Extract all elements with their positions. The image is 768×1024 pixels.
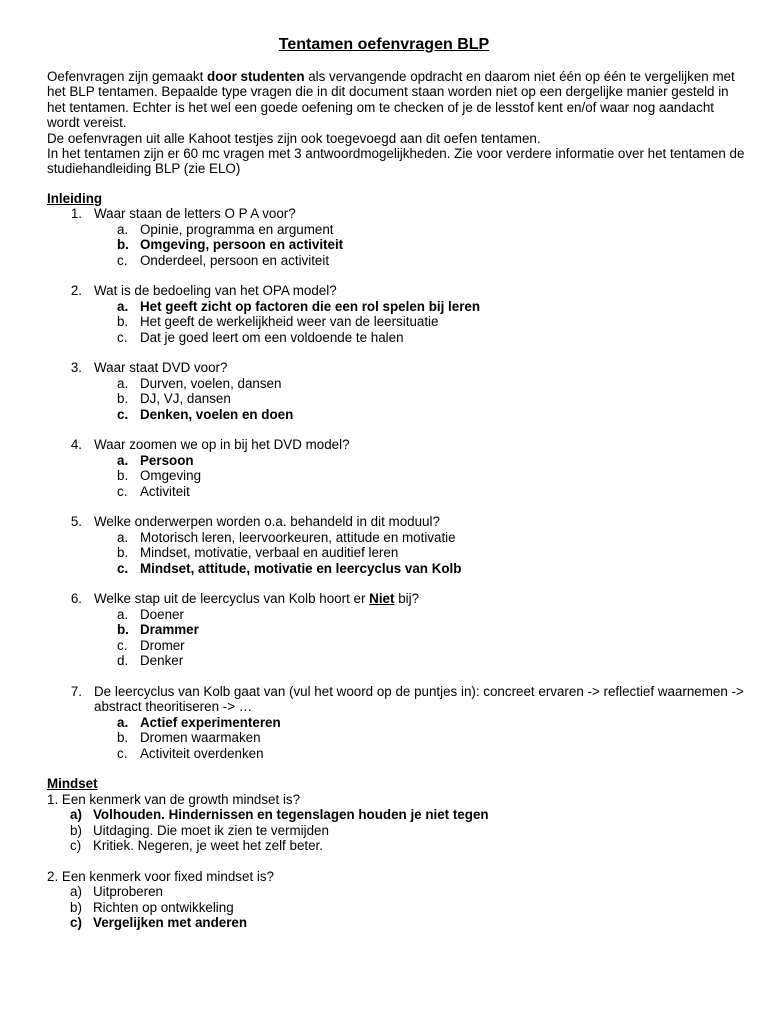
- option-letter: a.: [117, 221, 129, 237]
- question-2: [47, 283, 747, 345]
- intro-bold-span: door studenten: [207, 69, 305, 84]
- question-text: [94, 591, 747, 606]
- question-number: 7.: [70, 683, 82, 699]
- intro-text-span: als vervangende opdracht en daarom niet één op één te vergelijken met het BLP tentamen. Bepaalde type vragen die in dit document staan worden niet op een dergelijke manier gesteld in het tentamen. Echter is het wel een goede oefening om te checken of je de lesstof kent en/of waar nog aandacht wordt vereist.: [47, 69, 735, 131]
- section-heading-mindset: Mindset: [47, 776, 98, 792]
- question-number: 6.: [70, 591, 82, 607]
- option-text: Kritiek. Negeren, je weet het zelf beter.: [93, 837, 323, 853]
- question-1: [47, 206, 747, 268]
- option-text: Dat je goed leert om een voldoende te halen: [140, 329, 404, 345]
- option-letter: c): [70, 837, 82, 853]
- option-letter: c.: [117, 637, 128, 653]
- question-text: De leercyclus van Kolb gaat van (vul het woord op de puntjes in): concreet ervaren -> reflectief waarnemen -> abstract theoritiseren -> …: [94, 683, 744, 715]
- answer-option: [117, 545, 747, 560]
- answer-option: [70, 884, 747, 899]
- answer-option-correct: [117, 561, 747, 576]
- question-text: Wat is de bedoeling van het OPA model?: [94, 283, 337, 299]
- answer-option: [117, 484, 747, 499]
- answer-option: [117, 330, 747, 345]
- option-text: Doener: [140, 606, 184, 622]
- intro-paragraph-3: In het tentamen zijn er 60 mc vragen met 3 antwoordmogelijkheden. Zie voor verdere informatie over het tentamen de studiehandleiding BLP (zie ELO): [47, 146, 745, 177]
- option-letter: c.: [117, 745, 128, 761]
- option-letter: d.: [117, 653, 129, 669]
- answer-option-correct: [117, 237, 747, 252]
- answer-option-correct: [70, 915, 747, 930]
- option-letter: a.: [117, 298, 129, 314]
- answer-option-correct: [117, 715, 747, 730]
- question-number: 1.: [70, 206, 82, 222]
- intro-paragraph-1: [47, 69, 747, 131]
- section-heading-inleiding: Inleiding: [47, 191, 103, 206]
- question-4: [47, 437, 747, 499]
- answer-option: [117, 468, 747, 483]
- option-text: Uitdaging. Die moet ik zien te vermijden: [93, 822, 329, 838]
- option-text: Volhouden. Hindernissen en tegenslagen houden je niet tegen: [93, 807, 489, 823]
- option-letter: b.: [117, 391, 129, 407]
- option-text: Vergelijken met anderen: [93, 914, 248, 930]
- option-letter: c.: [117, 252, 128, 268]
- answer-option: [117, 638, 747, 653]
- answer-option: [117, 607, 747, 622]
- option-letter: a.: [117, 714, 129, 730]
- mindset-question-1: [47, 792, 747, 854]
- option-text: Richten op ontwikkeling: [93, 899, 234, 915]
- option-text: Denker: [140, 653, 184, 669]
- answer-option-correct: [117, 453, 747, 468]
- intro-text-span: Oefenvragen zijn gemaakt: [47, 69, 208, 84]
- answer-option: [117, 746, 747, 761]
- option-letter: b.: [117, 622, 129, 638]
- option-letter: b.: [117, 545, 129, 561]
- answer-option: [70, 838, 747, 853]
- option-letter: b.: [117, 468, 129, 484]
- answer-option: [117, 653, 747, 668]
- question-text: 2. Een kenmerk voor fixed mindset is?: [47, 868, 275, 884]
- option-text: Omgeving: [140, 468, 202, 484]
- question-text: Welke onderwerpen worden o.a. behandeld in dit moduul?: [94, 514, 440, 530]
- answer-option: [117, 314, 747, 329]
- option-text: Activiteit overdenken: [140, 745, 264, 761]
- answer-option-correct: [117, 622, 747, 637]
- answer-option: [117, 222, 747, 237]
- option-text: Het geeft de werkelijkheid weer van de leersituatie: [140, 314, 439, 330]
- option-letter: a.: [117, 375, 129, 391]
- option-text: Onderdeel, persoon en activiteit: [140, 252, 330, 268]
- option-letter: c.: [117, 483, 128, 499]
- option-text: Mindset, attitude, motivatie en leercyclus van Kolb: [140, 560, 462, 576]
- answer-option: [70, 900, 747, 915]
- option-text: Denken, voelen en doen: [140, 406, 294, 422]
- option-text: Durven, voelen, dansen: [140, 375, 282, 391]
- answer-option: [70, 823, 747, 838]
- question-text: Waar staat DVD voor?: [94, 360, 228, 376]
- option-letter: a.: [117, 529, 129, 545]
- question-text-span: Welke stap uit de leercyclus van Kolb hoort er: [94, 591, 370, 607]
- option-text: Omgeving, persoon en activiteit: [140, 237, 344, 253]
- option-letter: c.: [117, 560, 129, 576]
- answer-option: [117, 376, 747, 391]
- option-letter: b.: [117, 730, 129, 746]
- question-number: 4.: [70, 437, 82, 453]
- option-text: Activiteit: [140, 483, 190, 499]
- answer-option-correct: [117, 407, 747, 422]
- answer-option-correct: [117, 299, 747, 314]
- question-emphasis: Niet: [369, 591, 395, 607]
- answer-option: [117, 253, 747, 268]
- question-5: [47, 514, 747, 576]
- option-letter: b.: [117, 314, 129, 330]
- question-number: 5.: [70, 514, 82, 530]
- option-text: Uitproberen: [93, 884, 163, 900]
- option-text: Drammer: [140, 622, 199, 638]
- question-text: 1. Een kenmerk van de growth mindset is?: [47, 791, 301, 807]
- option-text: Motorisch leren, leervoorkeuren, attitude en motivatie: [140, 529, 456, 545]
- mindset-question-2: [47, 869, 747, 931]
- answer-option: [117, 730, 747, 745]
- question-7: [47, 684, 747, 761]
- page-title: Tentamen oefenvragen BLP: [278, 36, 490, 53]
- option-text: DJ, VJ, dansen: [140, 391, 231, 407]
- question-number: 2.: [70, 283, 82, 299]
- question-6: [47, 591, 747, 668]
- question-number: 3.: [70, 360, 82, 376]
- option-letter: b): [70, 899, 82, 915]
- question-text-span: bij?: [394, 591, 420, 607]
- option-letter: a): [70, 807, 82, 823]
- option-letter: a.: [117, 606, 129, 622]
- option-text: Opinie, programma en argument: [140, 221, 334, 237]
- option-text: Mindset, motivatie, verbaal en auditief leren: [140, 545, 399, 561]
- option-letter: b): [70, 822, 82, 838]
- option-text: Dromen waarmaken: [140, 730, 261, 746]
- option-text: Actief experimenteren: [140, 714, 281, 730]
- question-text: Waar zoomen we op in bij het DVD model?: [94, 437, 350, 453]
- option-text: Persoon: [140, 452, 194, 468]
- option-letter: c): [70, 914, 82, 930]
- option-letter: c.: [117, 406, 129, 422]
- intro-paragraph-2: De oefenvragen uit alle Kahoot testjes zijn ook toegevoegd aan dit oefen tentamen.: [47, 130, 541, 146]
- option-text: Dromer: [140, 637, 185, 653]
- question-text: Waar staan de letters O P A voor?: [94, 206, 296, 222]
- option-letter: a.: [117, 452, 129, 468]
- option-letter: a): [70, 884, 82, 900]
- option-letter: b.: [117, 237, 129, 253]
- answer-option: [117, 530, 747, 545]
- answer-option-correct: [70, 807, 747, 822]
- option-letter: c.: [117, 329, 128, 345]
- intro-text: [47, 69, 747, 177]
- answer-option: [117, 391, 747, 406]
- question-3: [47, 360, 747, 422]
- questions-content: [47, 191, 747, 930]
- option-text: Het geeft zicht op factoren die een rol spelen bij leren: [140, 298, 481, 314]
